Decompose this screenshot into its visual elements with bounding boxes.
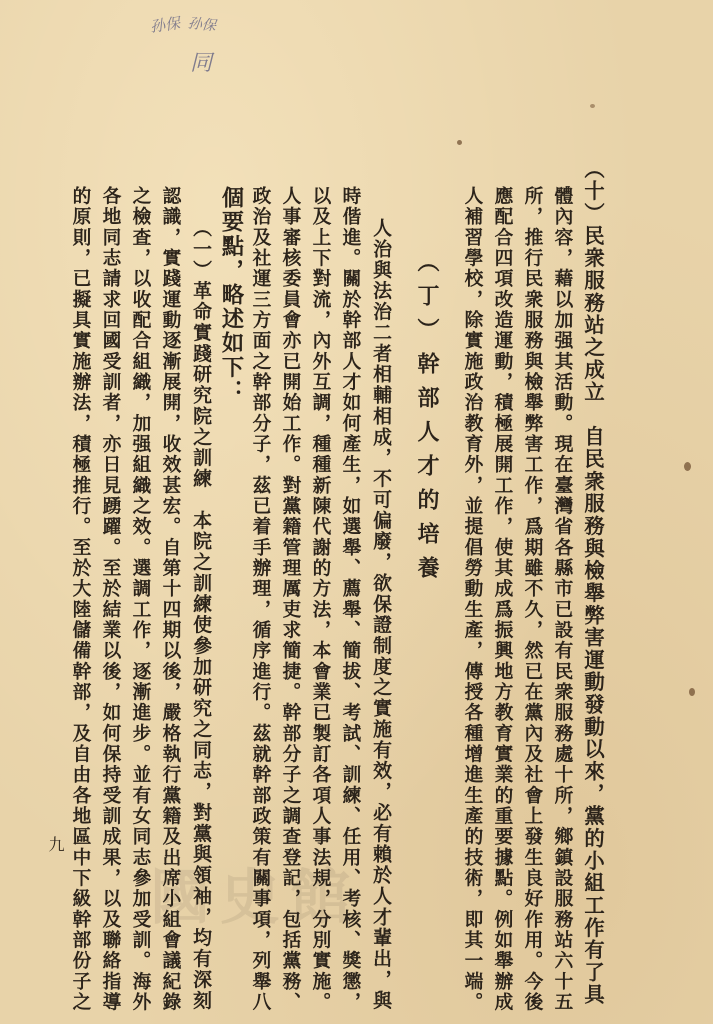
text-column: 之檢查，以收配合組織，加强組織之效。選調工作，逐漸進步。並有女同志參加受訓。海外 (130, 186, 152, 1013)
text-column: 以及上下對流，內外互調，種種新陳代謝的方法，本會業已製訂各項人事法規，分別實施。 (310, 186, 332, 1013)
ink-spot (590, 104, 595, 108)
text-column: 人事審核委員會亦已開始工作。對黨籍管理厲吏求簡捷。幹部分子之調查登記，包括黨務、 (280, 186, 302, 1013)
ink-spot (684, 462, 691, 471)
text-column: （十）民衆服務站之成立 自民衆服務與檢舉弊害運動發動以來，黨的小組工作有了具 (581, 158, 605, 1007)
watermark: 國史館 (150, 863, 360, 933)
section-heading: （丁）幹部人才的培養 (414, 250, 440, 590)
text-column: 所，推行民衆服務與檢舉弊害工作，爲期雖不久，然已在黨內及社會上發生良好作用。今後 (522, 186, 544, 1013)
text-column: 體內容，藉以加强其活動。現在臺灣省各縣市已設有民衆服務處十所，鄉鎮設服務站六十五 (552, 186, 574, 1013)
ink-spot (689, 688, 695, 696)
text-column: （一）革命實踐研究院之訓練 本院之訓練使參加研究之同志，對黨與領袖，均有深刻 (190, 218, 212, 1012)
text-column: 的原則，已擬具實施辦法，積極推行。至於大陸儲備幹部，及自由各地區中下級幹部份子之 (70, 186, 92, 1013)
pencil-annotation: 孙保 (187, 15, 217, 35)
pencil-annotation: 同 (190, 51, 213, 76)
ink-spot (457, 140, 462, 145)
text-column: 應配合四項改造運動，積極展開工作，使其成爲振興地方教育實業的重要據點。例如舉辦成 (492, 186, 514, 1013)
text-column: 各地同志請求回國受訓者，亦日見踴躍。至於結業以後，如何保持受訓成果，以及聯絡指導 (100, 186, 122, 1013)
text-column: 人補習學校，除實施政治教育外，並提倡勞動生產，傳授各種增進生產的技術，即其一端。 (462, 186, 484, 1013)
text-column: 個要點，略述如下： (218, 186, 244, 404)
pencil-annotation: 孙保 (148, 13, 182, 36)
text-column: 認識，實踐運動逐漸展開，收效甚宏。自第十四期以後，嚴格執行黨籍及出席小組會議紀錄 (160, 186, 182, 1013)
text-column: 人治與法治二者相輔相成，不可偏廢，欲保證制度之實施有效，必有賴於人才輩出，與 (370, 218, 392, 1012)
page-number: 九 (46, 836, 65, 852)
text-column: 政治及社運三方面之幹部分子，茲已着手辦理，循序進行。茲就幹部政策有關事項，列舉八 (250, 186, 272, 1013)
text-column: 時偕進。關於幹部人才如何產生，如選舉、薦舉、簡拔、考試、訓練、任用、考核、獎懲， (340, 186, 362, 1013)
